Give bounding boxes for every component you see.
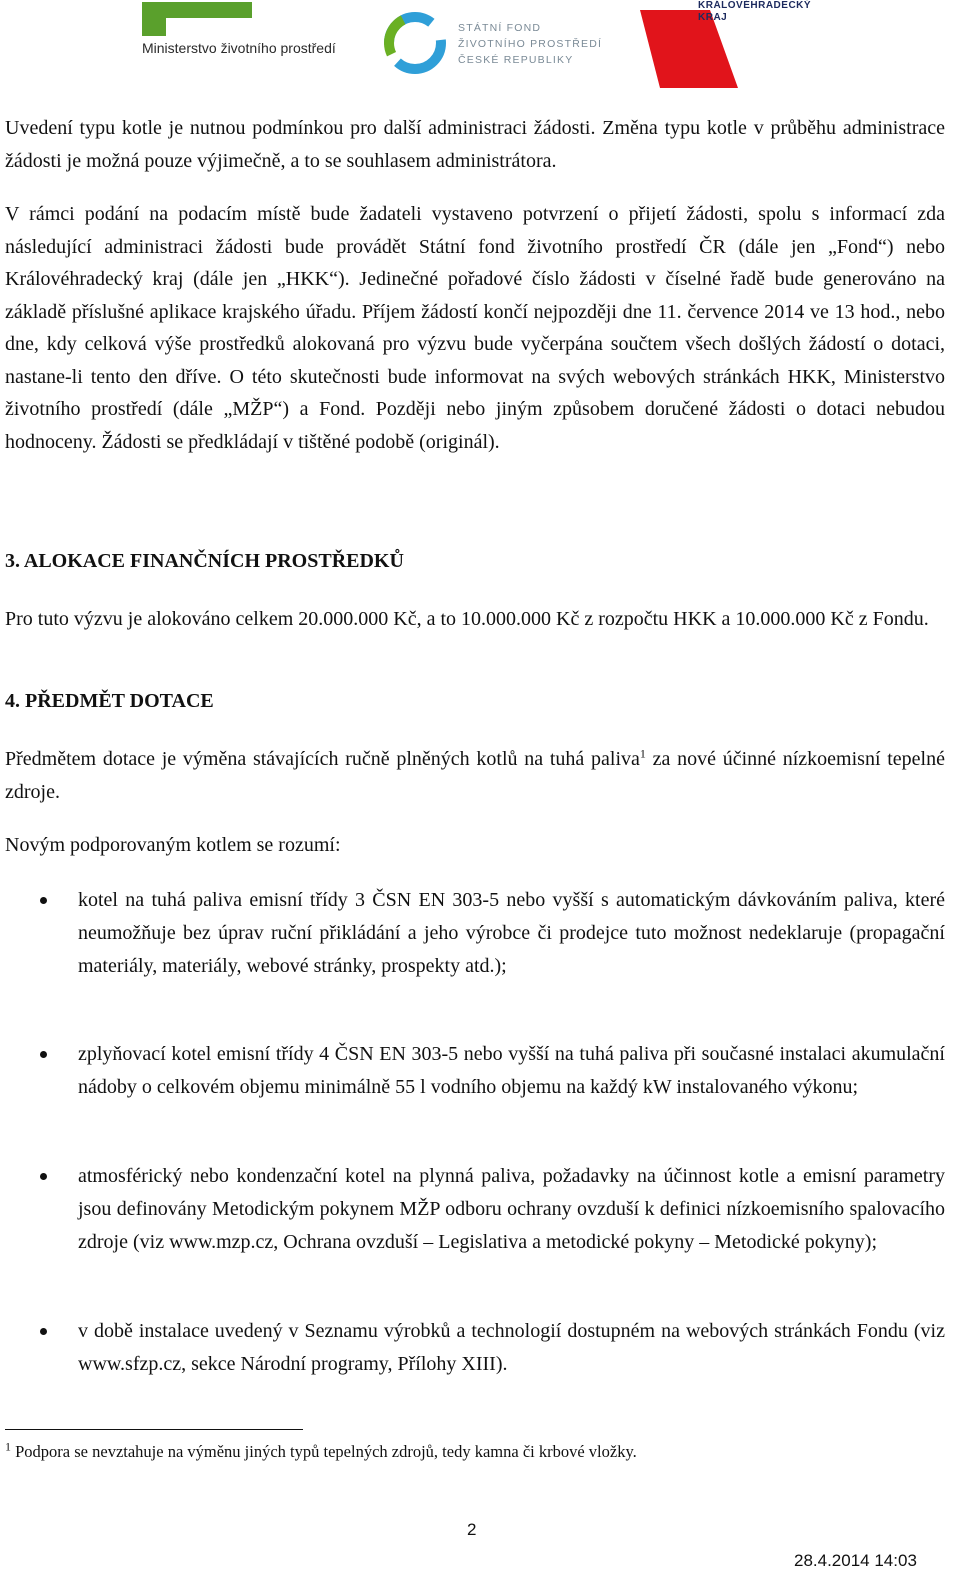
- footnote: [5, 1439, 637, 1462]
- footnote-text: Podpora se nevztahuje na výměnu jiných typů tepelných zdrojů, tedy kamna či krbové vložky.: [11, 1442, 637, 1461]
- list-item: atmosférický nebo kondenzační kotel na plynná paliva, požadavky na účinnost kotle a emisní parametry jsou definovány Metodickým pokynem MŽP odboru ochrany ovzduší k definici nízkoemisního spalovacího zdroje (viz www.mzp.cz, Ochrana ovzduší – Legislativa a metodické pokyny – Metodické pokyny);: [78, 1165, 945, 1253]
- mzp-logo-text: Ministerstvo životního prostředí: [142, 40, 336, 56]
- heading-allocation: 3. ALOKACE FINANČNÍCH PROSTŘEDKŮ: [5, 550, 404, 572]
- sfzp-logo-line-2: ŽIVOTNÍHO PROSTŘEDÍ: [458, 38, 603, 50]
- bullet-dot: [40, 1173, 47, 1180]
- page-number: 2: [467, 1520, 477, 1539]
- list-item: v době instalace uvedený v Seznamu výrobků a technologií dostupném na webových stránkách Fondu (viz www.sfzp.cz, sekce Národní programy, Přílohy XIII).: [78, 1320, 945, 1375]
- list-item: kotel na tuhá paliva emisní třídy 3 ČSN EN 303-5 nebo vyšší s automatickým dávkováním paliva, které neumožňuje bez úprav ruční přikládání a jeho výrobce či prodejce tuto možnost nedeklaruje (propagační materiály, materiály, webové stránky, prospekty atd.);: [78, 889, 945, 977]
- page-header: [0, 0, 960, 95]
- footnote-number: 1: [5, 1439, 11, 1454]
- heading-subject: 4. PŘEDMĚT DOTACE: [5, 690, 214, 712]
- mzp-logo: [112, 2, 360, 64]
- khk-logo-line-2: KRAJ: [698, 12, 728, 23]
- bullet-dot: [40, 897, 47, 904]
- print-timestamp: 28.4.2014 14:03: [794, 1551, 917, 1570]
- list-item: zplyňovací kotel emisní třídy 4 ČSN EN 303-5 nebo vyšší na tuhá paliva při současné instalaci akumulační nádoby o celkovém objemu minimálně 55 l vodního objemu na každý kW instalovaného výkonu;: [78, 1043, 945, 1098]
- mzp-logo-bar-small: [142, 18, 166, 36]
- paragraph-subject: [5, 743, 945, 808]
- paragraph-subject-text: Předmětem dotace je výměna stávajících ručně plněných kotlů na tuhá paliva: [5, 748, 640, 770]
- paragraph-submission: V rámci podání na podacím místě bude žadateli vystaveno potvrzení o přijetí žádosti, spolu s informací zda následující administraci žádosti bude provádět Státní fond životního prostředí ČR (dále jen „Fond“) nebo Královéhradecký kraj (dále jen „HKK“). Jedinečné pořadové číslo žádosti v číselné řadě bude generováno na základě příslušné aplikace krajského úřadu. Příjem žádostí končí nejpozději dne 11. července 2014 ve 13 hod., nebo dne, kdy celková výše prostředků alokovaná pro výzvu bude vyčerpána součtem všech došlých žádostí o dotaci, nastane-li tento den dříve. O této skutečnosti bude informovat na svých webových stránkách HKK, Ministerstvo životního prostředí (dále „MŽP“) a Fond. Později nebo jiným způsobem doručené žádosti o dotaci nebudou hodnoceny. Žádosti se předkládají v tištěné podobě (originál).: [5, 203, 945, 453]
- mzp-logo-bar: [142, 2, 252, 18]
- khk-logo-line-1: KRÁLOVÉHRADECKÝ: [698, 0, 812, 11]
- sfzp-logo-line-1: STÁTNÍ FOND: [458, 22, 542, 34]
- bullet-dot: [40, 1051, 47, 1058]
- sfzp-logo: [380, 8, 630, 86]
- bullet-dot: [40, 1328, 47, 1335]
- paragraph-allocation: Pro tuto výzvu je alokováno celkem 20.000.000 Kč, a to 10.000.000 Kč z rozpočtu HKK a 10.000.000 Kč z Fondu.: [5, 608, 929, 630]
- khk-logo: [640, 0, 870, 90]
- paragraph-boiler-type: Uvedení typu kotle je nutnou podmínkou pro další administraci žádosti. Změna typu kotle v průběhu administrace žádosti je možná pouze výjimečně, a to se souhlasem administrátora.: [5, 117, 945, 172]
- footnote-reference: 1: [639, 746, 646, 761]
- paragraph-subject-text-end: za nové účinné nízkoemisní tepelné zdroje.: [5, 748, 945, 803]
- footnote-divider: [5, 1429, 303, 1430]
- sfzp-logo-line-3: ČESKÉ REPUBLIKY: [458, 54, 574, 66]
- sfzp-ring-icon: [380, 8, 450, 78]
- paragraph-new-boiler-intro: Novým podporovaným kotlem se rozumí:: [5, 834, 341, 856]
